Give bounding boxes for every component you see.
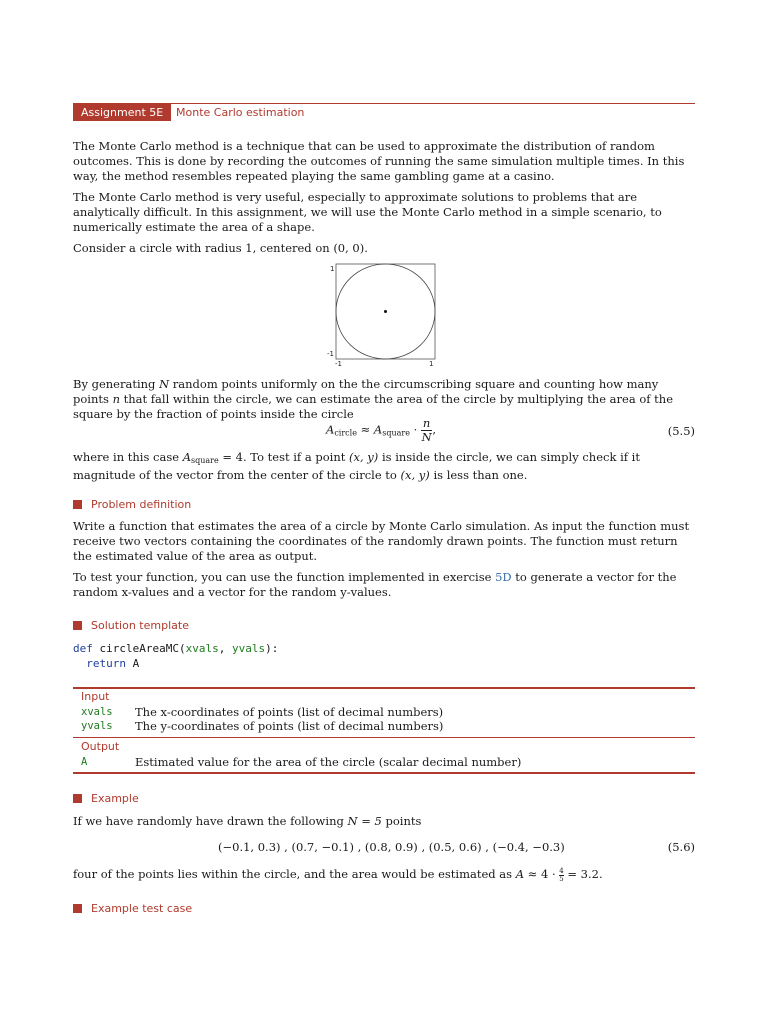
eq-rhs: A [373,422,383,437]
section-heading: Problem definition [91,498,192,511]
code-indent [73,657,86,670]
eq-tail: , [432,422,436,437]
section-example [73,792,139,806]
eq-rhs-sub: square [382,428,410,438]
example-text-a: If we have randomly have drawn the following [73,814,348,828]
io-input-desc: The y-coordinates of points (list of decimal numbers) [135,719,444,733]
code-function-name: circleAreaMC( [92,642,186,655]
io-table-bottom-rule [73,772,695,774]
section-bullet-icon [73,794,82,803]
code-close: ): [265,642,279,655]
problem-paragraph-1: Write a function that estimates the area of a circle by Monte Carlo simulation. As input the function must receive two vectors containing the coordinates of the randomly drawn points. The function must return the estimated value of the area as output. [73,519,690,563]
after-text-eq: = 4. To test if a point [218,450,350,464]
tick-label-x-left: -1 [335,360,342,368]
code-arg-yvals: yvals [231,642,266,655]
io-output-label: Output [81,740,120,753]
center-point [384,310,387,313]
tick-label-y-top: 1 [330,265,335,273]
example-p2-denominator: 5 [559,874,564,883]
code-keyword-def: def [73,642,93,655]
estimate-paragraph [73,377,695,422]
after-text-c: is less than one. [429,468,528,482]
assignment-title: Monte Carlo estimation [176,106,305,119]
problem-paragraph-2 [73,570,695,600]
problem-p2-text-a: To test your function, you can use the function implemented in exercise [73,570,496,584]
code-arg-xvals: xvals [185,642,219,655]
io-input-name: yvals [81,720,113,732]
section-problem-definition [73,498,191,512]
section-solution-template [73,619,189,633]
example-p2-text-c: = 3.2. [563,867,603,881]
intro-p3-math: (0, 0). [333,241,368,255]
eq-lhs-sub: circle [334,428,357,438]
example-math-N: N = 5 [347,814,382,828]
problem-p2-text-b: to generate a vector for the random x-values and a vector for the random y-values. [73,570,677,599]
section-bullet-icon [73,621,82,630]
io-output-name: A [81,756,88,768]
after-var-A: A [182,450,191,464]
eq-lhs: A [326,422,335,437]
estimate-text-c: that fall within the circle, we can estimate the area of the circle by multiplying the area of the square by the fraction of points inside the circle [73,392,674,421]
section-heading: Example [91,792,139,805]
section-heading: Example test case [91,902,193,915]
intro-paragraph-2: The Monte Carlo method is very useful, especially to approximate solutions to problems that are analytically difficult. In this assignment, we will use the Monte Carlo method in a simple scenario, to numerically estimate the area of a shape. [73,190,662,234]
section-example-test-case [73,902,192,916]
var-N: N [159,377,170,391]
code-comma: , [218,642,232,655]
assignment-tag: Assignment 5E [73,104,171,121]
equation-number-5-6: (5.6) [667,840,695,854]
equation-number-5-5: (5.5) [667,424,695,438]
example-paragraph-2 [73,867,695,883]
io-table-top-rule [73,687,695,689]
io-input-name: xvals [81,706,113,718]
estimate-text-b: random points uniformly on the the circumscribing square and counting how many points [73,377,659,406]
equation-5-6: (−0.1, 0.3) , (0.7, −0.1) , (0.8, 0.9) , (0.5, 0.6) , (−0.4, −0.3) [218,840,565,854]
estimate-text-a: By generating [73,377,160,391]
example-p2-text-a: four of the points lies within the circle, and the area would be estimated as [73,867,516,881]
example-p2-text-b: ≈ 4 · [524,867,560,881]
tick-label-y-bottom: -1 [327,350,334,358]
eq-denominator: N [421,430,432,444]
example-text-b: points [381,814,422,828]
code-keyword-return: return [86,657,126,670]
io-table-mid-rule [73,737,695,738]
exercise-5d-link[interactable]: 5D [495,570,512,584]
io-output-desc: Estimated value for the area of the circle (scalar decimal number) [135,755,522,769]
after-point: (x, y) [349,450,379,464]
var-n: n [112,392,120,406]
after-text-b: is inside the circle, we can simply check if it magnitude of the vector from the center of the circle to [73,450,640,482]
after-text-a: where in this case [73,450,183,464]
intro-paragraph-1: The Monte Carlo method is a technique that can be used to approximate the distribution of random outcomes. This is done by recording the outcomes of running the same simulation multiple times. In this way, the method resembles repeated playing the same gambling game at a casino. [73,139,685,183]
eq-dot: · [409,422,421,437]
intro-paragraph-3 [73,241,695,256]
eq-approx: ≈ [356,422,374,437]
section-bullet-icon [73,904,82,913]
code-return-var: A [126,657,140,670]
code-template [73,641,278,671]
eq-fraction [421,417,432,444]
equation-5-5 [326,417,436,444]
io-input-label: Input [81,690,110,703]
tick-label-x-right: 1 [429,360,434,368]
example-paragraph-1 [73,814,695,829]
io-input-desc: The x-coordinates of points (list of decimal numbers) [135,705,444,719]
eq-numerator: n [422,416,431,430]
section-heading: Solution template [91,619,189,632]
circle-figure [322,261,442,371]
after-point-2: (x, y) [400,468,430,482]
example-p2-numerator: 4 [559,866,564,875]
section-bullet-icon [73,500,82,509]
after-equation-paragraph [73,450,695,483]
after-sub: square [191,456,219,465]
intro-p3-text: Consider a circle with radius 1, centered on [73,241,334,255]
example-p2-var-A: A [515,867,525,881]
